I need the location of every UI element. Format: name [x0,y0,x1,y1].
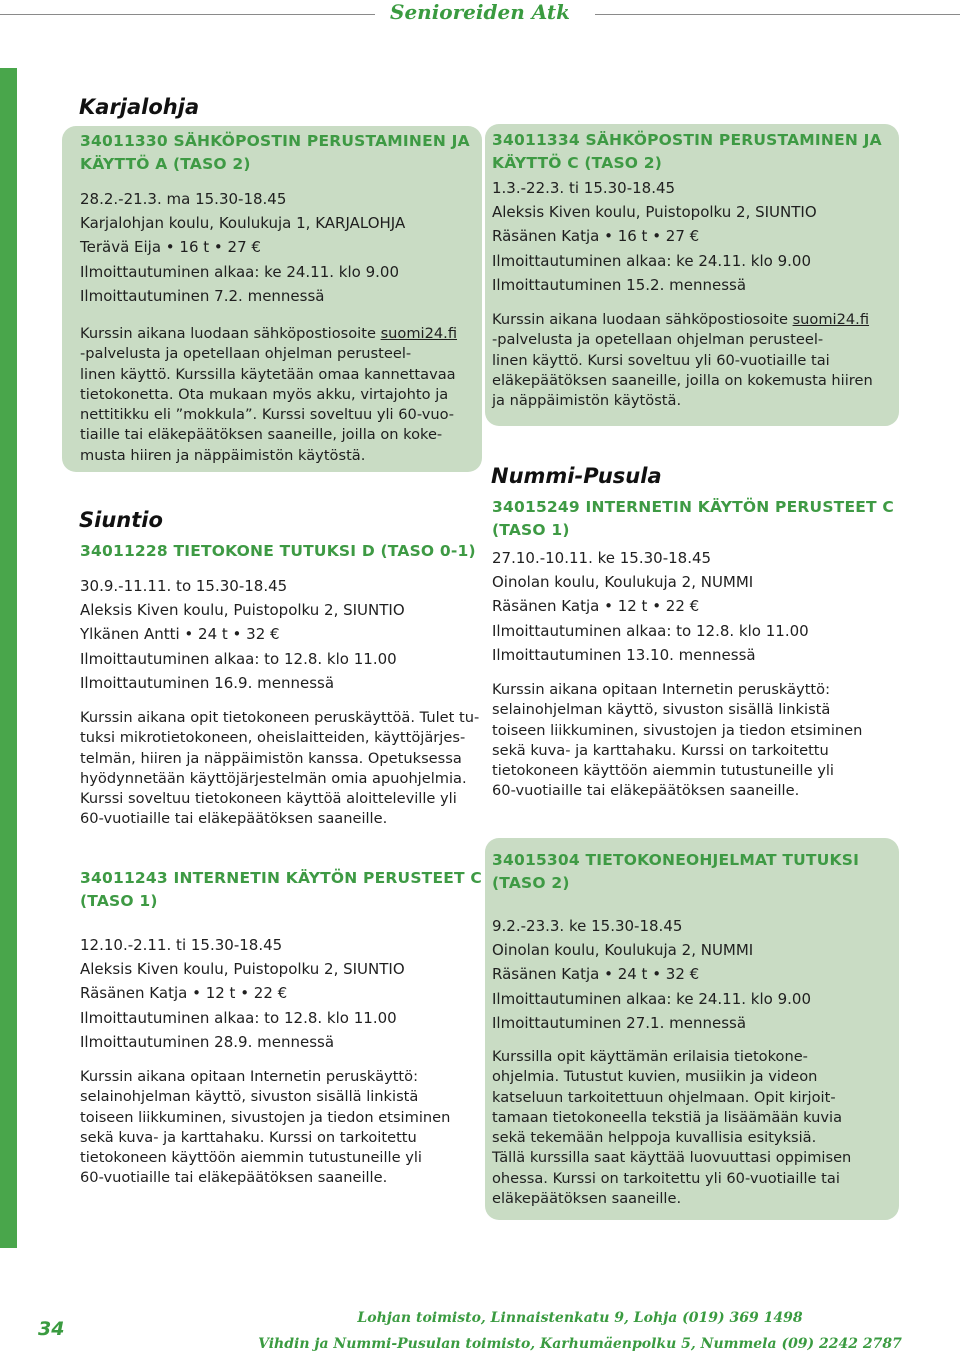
suomi24-link[interactable]: suomi24.fi [380,325,458,342]
course-teacher: Räsänen Katja • 24 t • 32 € [492,965,700,984]
course-desc-line: -palvelusta ja opetellaan ohjelman perusteel- [492,331,824,349]
course-code-line: 34011334 SÄHKÖPOSTIN PERUSTAMINEN JA [492,131,882,149]
side-tab [0,68,17,1248]
course-date: 12.10.-2.11. ti 15.30-18.45 [80,936,283,954]
course-info [80,574,470,695]
course-desc-line: nettitikku eli ”mokkula”. Kurssi soveltuu yli 60-vuo- [80,406,455,424]
course-desc-line: Kurssi soveltuu tietokoneen käyttöä aloitteleville yli [80,790,457,808]
footer-vihti-office: Vihdin ja Nummi-Pusulan toimisto, Karhumäenpolku 5, Nummela (09) 2242 2787 [258,1336,902,1352]
course-code [80,130,470,176]
course-registration-end: Ilmoittautuminen 15.2. mennessä [492,275,747,294]
page-number: 34 [38,1318,65,1340]
course-description [80,324,475,466]
course-code [492,496,894,542]
course-description [492,680,881,802]
course-desc-line: ohessa. Kurssi on tarkoitettu yli 60-vuotiaille tai [492,1169,840,1187]
course-teacher: Ylkänen Antti • 24 t • 32 € [80,625,280,644]
header-rule-right [595,14,960,15]
region-nummi-pusula: Nummi-Pusula [491,464,662,488]
course-desc-line: tietokoneen käyttöön aiemmin tutustuneille yli [80,1149,422,1167]
course-description [492,1047,881,1209]
course-desc-line: sekä tekemään helppoja kuvallisia esityksiä. [492,1129,817,1147]
course-desc-line: 60-vuotiaille tai eläkepäätöksen saaneille. [80,1169,388,1187]
course-registration-start: Ilmoittautuminen alkaa: ke 24.11. klo 9.00 [492,251,811,270]
course-desc-line: sekä kuva- ja karttahaku. Kurssi on tarkoitettu [492,741,829,759]
course-info [80,933,470,1054]
course-desc-line: ja näppäimistön käytöstä. [492,392,682,410]
course-date: 1.3.-22.3. ti 15.30-18.45 [492,179,676,197]
course-desc-line: selainohjelman käyttö, sivuston sisällä linkistä [80,1088,419,1106]
course-date: 28.2.-21.3. ma 15.30-18.45 [80,190,287,208]
course-desc-line: eläkepäätöksen saaneille, joilla on kokemusta hiiren [492,371,873,389]
course-desc-line: linen käyttö. Kursi soveltuu yli 60-vuotiaille tai [492,351,830,369]
course-desc-line: musta hiiren ja näppäimistön käytöstä. [80,446,366,464]
course-registration-start: Ilmoittautuminen alkaa: to 12.8. klo 11.00 [80,649,397,668]
course-code-line: 34015249 INTERNETIN KÄYTÖN PERUSTEET C [492,498,894,516]
course-desc-line: sekä kuva- ja karttahaku. Kurssi on tarkoitettu [80,1128,417,1146]
course-desc-line: Kurssin aikana opit tietokoneen peruskäyttöä. Tulet tu- [80,709,480,726]
header-title: Senioreiden Atk [390,0,570,24]
course-code [492,849,859,895]
course-code-line: 34011243 INTERNETIN KÄYTÖN PERUSTEET C [80,869,482,887]
course-registration-end: Ilmoittautuminen 28.9. mennessä [80,1032,335,1051]
course-code [492,129,882,175]
course-desc-line: Kurssin aikana opitaan Internetin peruskäyttö: [492,681,831,698]
course-teacher: Räsänen Katja • 16 t • 27 € [492,227,700,246]
course-registration-end: Ilmoittautuminen 27.1. mennessä [492,1013,747,1032]
course-teacher: Räsänen Katja • 12 t • 22 € [492,597,700,616]
course-code-line: (TASO 2) [492,874,570,892]
course-desc-text: Kurssin aikana luodaan sähköpostiosoite [492,311,793,328]
course-desc-line: hyödynnetään käyttöjärjestelmän omia apuohjelmia. [80,769,467,787]
course-registration-end: Ilmoittautuminen 13.10. mennessä [492,645,756,664]
course-info [492,176,892,297]
course-location: Oinolan koulu, Koulukuja 2, NUMMI [492,941,754,960]
course-location: Aleksis Kiven koulu, Puistopolku 2, SIUNTIO [492,203,817,222]
course-registration-end: Ilmoittautuminen 7.2. mennessä [80,286,325,305]
course-teacher: Terävä Eija • 16 t • 27 € [80,238,261,257]
course-location: Karjalohjan koulu, Koulukuja 1, KARJALOHJA [80,214,406,233]
course-desc-line [492,310,882,330]
course-desc-line: eläkepäätöksen saaneille. [492,1190,682,1208]
course-description [492,310,882,411]
course-location: Oinolan koulu, Koulukuja 2, NUMMI [492,573,754,592]
footer-lohja-office: Lohjan toimisto, Linnaistenkatu 9, Lohja (019) 369 1498 [357,1310,803,1326]
course-info [492,914,892,1035]
course-desc-line: 60-vuotiaille tai eläkepäätöksen saaneille. [80,810,388,828]
course-code-line: KÄYTTÖ A (TASO 2) [80,155,251,173]
course-registration-start: Ilmoittautuminen alkaa: to 12.8. klo 11.00 [80,1008,397,1027]
course-registration-end: Ilmoittautuminen 16.9. mennessä [80,673,335,692]
course-description [80,708,480,830]
course-code [80,867,482,913]
course-code-line: (TASO 1) [492,521,570,539]
suomi24-link[interactable]: suomi24.fi [792,311,870,328]
course-code-line: (TASO 1) [80,892,158,910]
course-desc-line: Kurssin aikana opitaan Internetin peruskäyttö: [80,1068,419,1085]
course-location: Aleksis Kiven koulu, Puistopolku 2, SIUNTIO [80,960,405,979]
course-desc-line: ohjelmia. Tutustut kuvien, musiikin ja videon [492,1068,818,1086]
course-desc-line: katseluun tarkoitettuun ohjelmaan. Opit kirjoit- [492,1088,836,1106]
course-date: 27.10.-10.11. ke 15.30-18.45 [492,549,712,567]
course-code [80,540,476,563]
course-date: 9.2.-23.3. ke 15.30-18.45 [492,917,683,935]
course-registration-start: Ilmoittautuminen alkaa: ke 24.11. klo 9.00 [492,989,811,1008]
course-desc-line [80,324,475,344]
region-karjalohja: Karjalohja [79,95,200,119]
course-code-line: 34015304 TIETOKONEOHJELMAT TUTUKSI [492,851,860,869]
course-desc-line: tietokonetta. Ota mukaan myös akku, virtajohto ja [80,385,449,403]
course-desc-line: tuksi mikrotietokoneen, oheislaitteiden, käyttöjärjes- [80,729,466,747]
course-info [80,187,470,308]
course-code-line: 34011330 SÄHKÖPOSTIN PERUSTAMINEN JA [80,132,470,150]
course-registration-start: Ilmoittautuminen alkaa: ke 24.11. klo 9.00 [80,262,399,281]
course-date: 30.9.-11.11. to 15.30-18.45 [80,577,288,595]
course-desc-line: toiseen liikkuminen, sivustojen ja tiedon etsiminen [80,1108,451,1126]
course-desc-line: selainohjelman käyttö, sivuston sisällä linkistä [492,701,831,719]
course-description [80,1067,468,1189]
course-desc-line: tiaille tai eläkepäätöksen saaneille, joilla on koke- [80,426,443,444]
course-teacher: Räsänen Katja • 12 t • 22 € [80,984,288,1003]
course-desc-text: Kurssin aikana luodaan sähköpostiosoite [80,325,381,342]
course-code-line: 34011228 TIETOKONE TUTUKSI D (TASO 0-1) [80,542,476,560]
course-desc-line: 60-vuotiaille tai eläkepäätöksen saaneille. [492,782,800,800]
header-rule-left [0,14,375,15]
course-location: Aleksis Kiven koulu, Puistopolku 2, SIUNTIO [80,601,405,620]
course-registration-start: Ilmoittautuminen alkaa: to 12.8. klo 11.00 [492,621,809,640]
course-desc-line: -palvelusta ja opetellaan ohjelman perusteel- [80,345,412,363]
course-desc-line: telmän, hiiren ja näppäimistön kanssa. Opetuksessa [80,749,462,767]
course-desc-line: tamaan tietokoneella tekstiä ja lisäämään kuvia [492,1108,843,1126]
course-desc-line: tietokoneen käyttöön aiemmin tutustuneille yli [492,762,834,780]
course-info [492,546,892,667]
course-desc-line: linen käyttö. Kurssilla käytetään omaa kannettavaa [80,365,456,383]
course-desc-line: Kurssilla opit käyttämän erilaisia tietokone- [492,1048,808,1065]
course-code-line: KÄYTTÖ C (TASO 2) [492,154,663,172]
course-desc-line: toiseen liikkuminen, sivustojen ja tiedon etsiminen [492,721,863,739]
region-siuntio: Siuntio [79,508,163,532]
course-desc-line: Tällä kurssilla saat käyttää luovuuttasi oppimisen [492,1149,852,1167]
